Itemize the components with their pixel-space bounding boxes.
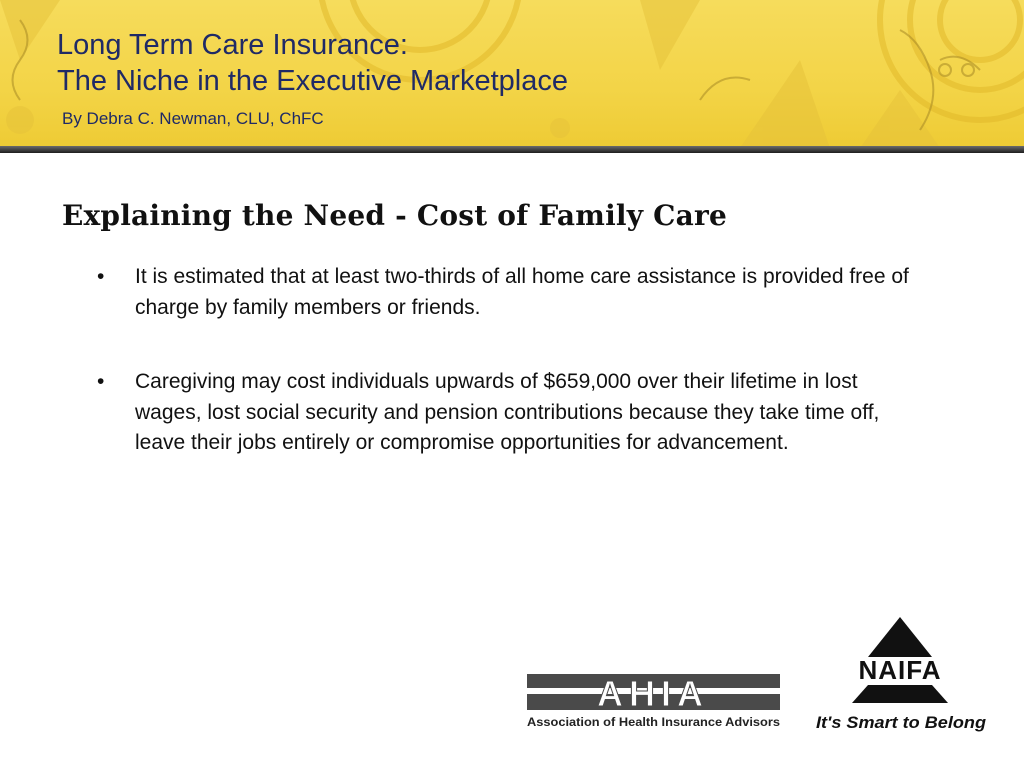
- header-banner: [0, 0, 1024, 148]
- bullet-item: [95, 367, 915, 459]
- slide-heading: Explaining the Need - Cost of Family Care: [62, 199, 727, 232]
- ahia-logo: [527, 672, 782, 732]
- ahia-name: AHIA: [597, 673, 709, 714]
- bullet-icon: •: [97, 265, 105, 288]
- bullet-icon: •: [97, 370, 105, 393]
- bullet-text: It is estimated that at least two-thirds of all home care assistance is provided free of charge by family members or friends.: [135, 265, 909, 319]
- banner-divider: [0, 146, 1024, 153]
- bullet-text: Caregiving may cost individuals upwards of $659,000 over their lifetime in lost wages, lost social security and pension contributions because they take time off, leave their jobs entirely or compromise opportunities for advancement.: [135, 370, 880, 454]
- title-line-1: Long Term Care Insurance:: [57, 29, 408, 61]
- bullet-item: [95, 262, 915, 323]
- ahia-tagline: Association of Health Insurance Advisors: [527, 717, 780, 729]
- naifa-tagline: It's Smart to Belong: [816, 713, 987, 732]
- naifa-name: NAIFA: [858, 655, 942, 685]
- bullet-list: [95, 262, 915, 503]
- naifa-triangle-icon: [868, 617, 932, 657]
- naifa-logo: [814, 615, 989, 735]
- presentation-title: [57, 27, 568, 99]
- title-line-2: The Niche in the Executive Marketplace: [57, 65, 568, 97]
- author-byline: By Debra C. Newman, CLU, ChFC: [62, 109, 324, 128]
